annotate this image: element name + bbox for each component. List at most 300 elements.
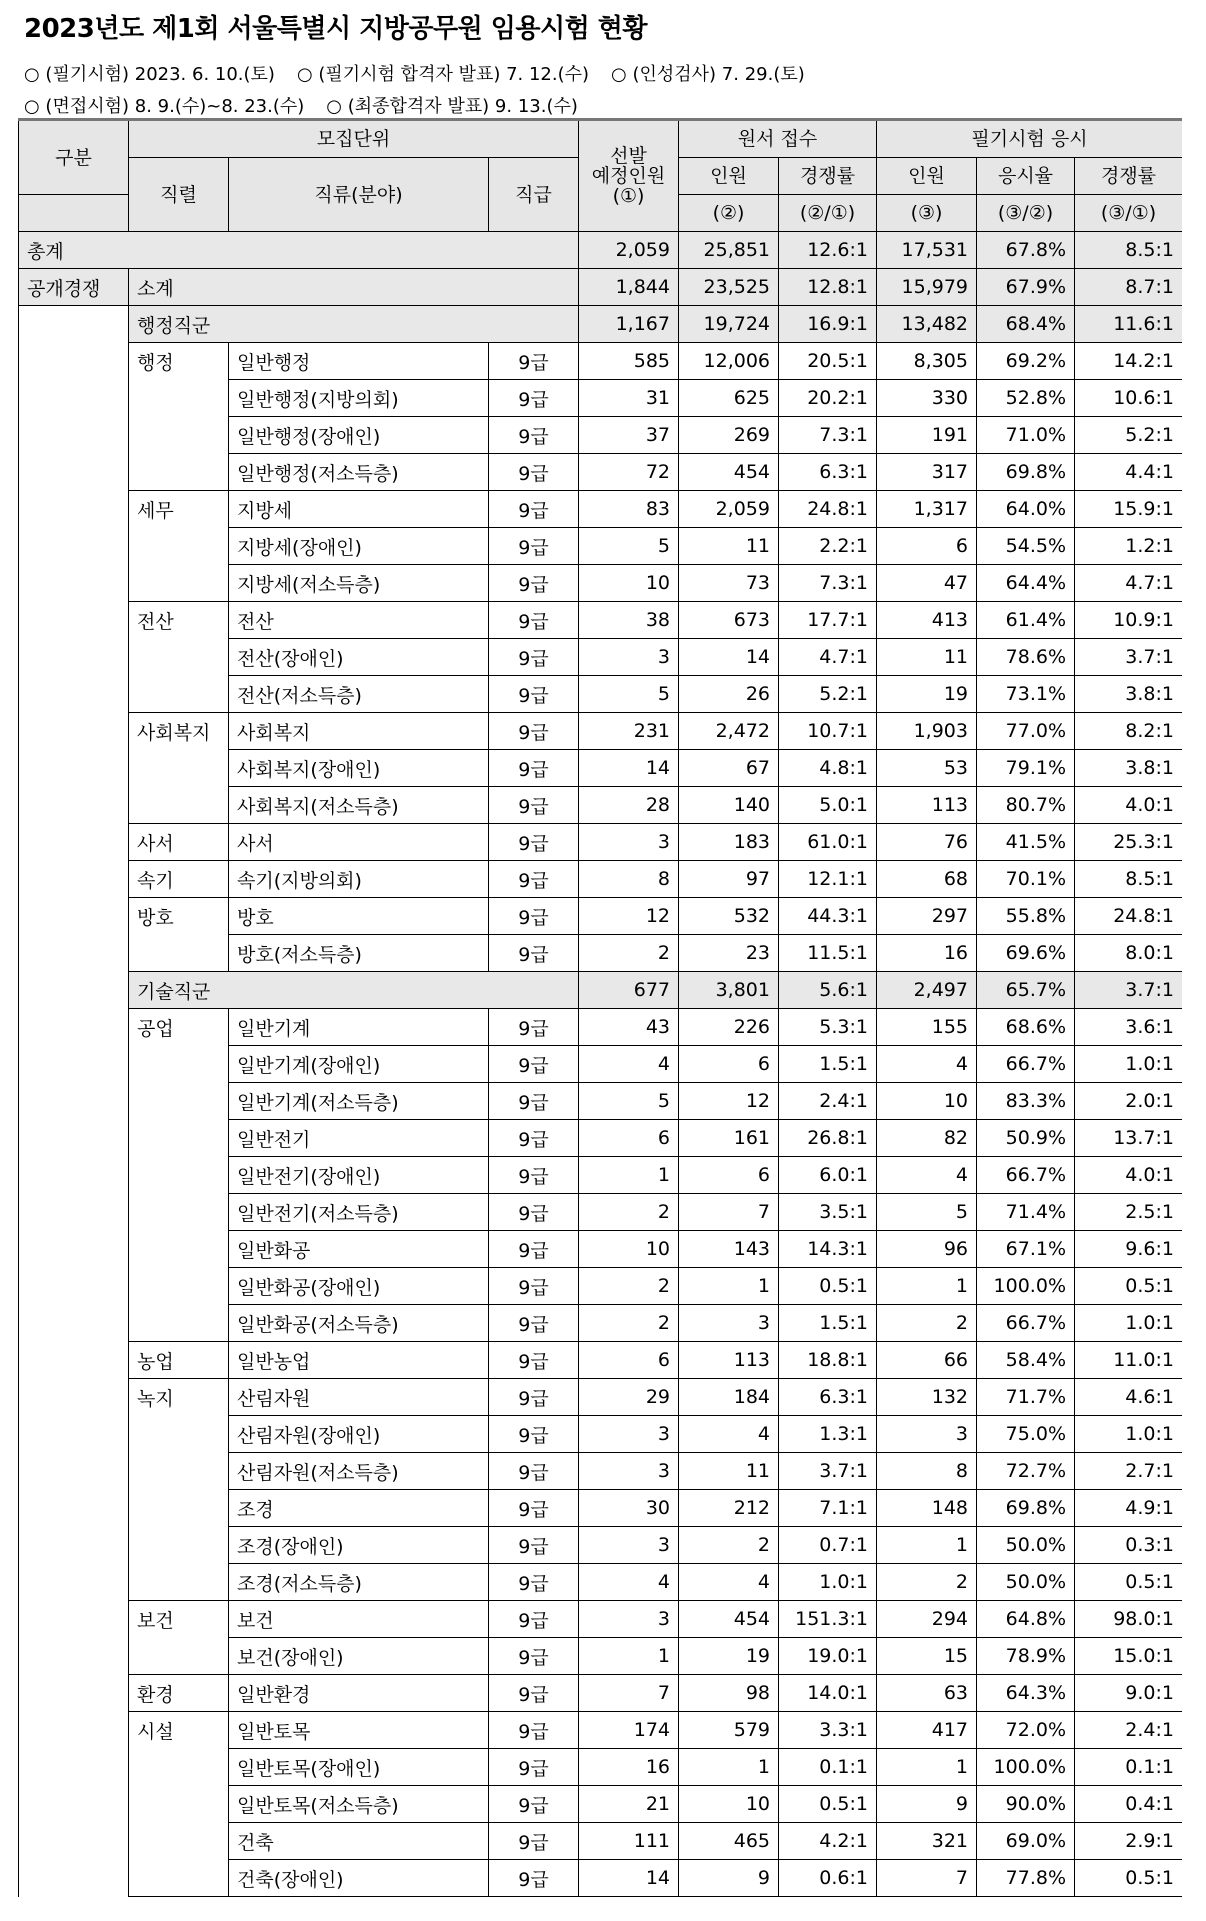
cell-take-ratio: 71.7%: [977, 1379, 1075, 1416]
field-name: 보건: [229, 1601, 489, 1638]
cell-app-rate: 5.0:1: [779, 787, 877, 824]
cell-app-rate: 16.9:1: [779, 306, 877, 343]
table-row: [19, 528, 1183, 565]
cell-take-ratio: 67.9%: [977, 269, 1075, 306]
cell-takers: 17,531: [877, 232, 977, 269]
category-blank-cell: [19, 861, 129, 898]
category-blank-cell: [19, 528, 129, 565]
cell-takers: 16: [877, 935, 977, 972]
field-name: 지방세(장애인): [229, 528, 489, 565]
cell-take-rate: 11.6:1: [1075, 306, 1183, 343]
grade: 9급: [489, 602, 579, 639]
cell-planned: 1: [579, 1157, 679, 1194]
header-pilgi-inwon-sub: (③): [877, 195, 977, 232]
cell-takers: 47: [877, 565, 977, 602]
cell-take-ratio: 69.6%: [977, 935, 1075, 972]
series-name: 전산: [129, 602, 229, 639]
table-body: [19, 232, 1183, 1897]
header-wonseo-inwon-sub: (②): [679, 195, 779, 232]
cell-takers: 317: [877, 454, 977, 491]
table-row: [19, 824, 1183, 861]
field-name: 일반전기(장애인): [229, 1157, 489, 1194]
cell-app-rate: 5.3:1: [779, 1009, 877, 1046]
series-name: [129, 750, 229, 787]
cell-planned: 3: [579, 824, 679, 861]
cell-app-rate: 12.1:1: [779, 861, 877, 898]
cell-take-ratio: 71.4%: [977, 1194, 1075, 1231]
cell-app-rate: 44.3:1: [779, 898, 877, 935]
category-blank-cell: [19, 1564, 129, 1601]
cell-takers: 19: [877, 676, 977, 713]
table-row: [19, 676, 1183, 713]
cell-take-ratio: 72.7%: [977, 1453, 1075, 1490]
cell-app-rate: 7.3:1: [779, 417, 877, 454]
category-blank-cell: [19, 1786, 129, 1823]
cell-take-rate: 3.8:1: [1075, 750, 1183, 787]
field-name: 일반화공: [229, 1231, 489, 1268]
cell-applicants: 23,525: [679, 269, 779, 306]
grade: 9급: [489, 565, 579, 602]
cell-planned: 14: [579, 750, 679, 787]
cell-take-ratio: 64.3%: [977, 1675, 1075, 1712]
header-gubun: 구분: [19, 120, 129, 195]
field-name: 속기(지방의회): [229, 861, 489, 898]
field-name: 보건(장애인): [229, 1638, 489, 1675]
cell-app-rate: 61.0:1: [779, 824, 877, 861]
category-blank-cell: [19, 1231, 129, 1268]
cell-takers: 1,903: [877, 713, 977, 750]
grade: 9급: [489, 787, 579, 824]
cell-planned: 2: [579, 1194, 679, 1231]
cell-planned: 1: [579, 1638, 679, 1675]
cell-planned: 28: [579, 787, 679, 824]
series-name: [129, 1564, 229, 1601]
field-name: 전산: [229, 602, 489, 639]
cell-takers: 4: [877, 1046, 977, 1083]
cell-take-rate: 4.9:1: [1075, 1490, 1183, 1527]
cell-takers: 13,482: [877, 306, 977, 343]
field-name: 산림자원: [229, 1379, 489, 1416]
cell-take-rate: 1.0:1: [1075, 1046, 1183, 1083]
header-wonseo-inwon: 인원: [679, 158, 779, 195]
grade: 9급: [489, 1453, 579, 1490]
field-name: 건축(장애인): [229, 1860, 489, 1897]
field-name: 조경(저소득층): [229, 1564, 489, 1601]
header-jikgeup: 직급: [489, 158, 579, 232]
category-blank-cell: [19, 1860, 129, 1897]
grade: 9급: [489, 1786, 579, 1823]
cell-app-rate: 3.5:1: [779, 1194, 877, 1231]
grade: 9급: [489, 1712, 579, 1749]
cell-take-ratio: 69.8%: [977, 454, 1075, 491]
cell-applicants: 4: [679, 1416, 779, 1453]
cell-take-ratio: 55.8%: [977, 898, 1075, 935]
table-row: [19, 861, 1183, 898]
grade: 9급: [489, 1268, 579, 1305]
cell-app-rate: 20.2:1: [779, 380, 877, 417]
table-row: [19, 750, 1183, 787]
series-name: 녹지: [129, 1379, 229, 1416]
cell-take-ratio: 73.1%: [977, 676, 1075, 713]
table-row: [19, 1379, 1183, 1416]
series-name: [129, 1157, 229, 1194]
cell-takers: 132: [877, 1379, 977, 1416]
cell-app-rate: 20.5:1: [779, 343, 877, 380]
grade: 9급: [489, 713, 579, 750]
cell-take-ratio: 77.0%: [977, 713, 1075, 750]
table-row: [19, 1268, 1183, 1305]
table-row: [19, 713, 1183, 750]
cell-applicants: 625: [679, 380, 779, 417]
cell-take-rate: 14.2:1: [1075, 343, 1183, 380]
table-row: [19, 639, 1183, 676]
cell-take-ratio: 70.1%: [977, 861, 1075, 898]
cell-takers: 3: [877, 1416, 977, 1453]
cell-applicants: 67: [679, 750, 779, 787]
cell-take-rate: 3.7:1: [1075, 639, 1183, 676]
category-blank-cell: [19, 1675, 129, 1712]
cell-app-rate: 1.3:1: [779, 1416, 877, 1453]
cell-applicants: 2,059: [679, 491, 779, 528]
series-name: 공업: [129, 1009, 229, 1046]
grade: 9급: [489, 1342, 579, 1379]
category-blank-cell: [19, 1305, 129, 1342]
cell-takers: 294: [877, 1601, 977, 1638]
series-name: 행정: [129, 343, 229, 380]
category-blank-cell: [19, 1823, 129, 1860]
cell-planned: 111: [579, 1823, 679, 1860]
subtotal-label2: 소계: [129, 269, 579, 306]
grade: 9급: [489, 1379, 579, 1416]
series-name: [129, 1527, 229, 1564]
cell-planned: 677: [579, 972, 679, 1009]
cell-planned: 3: [579, 639, 679, 676]
cell-planned: 38: [579, 602, 679, 639]
cell-take-rate: 8.5:1: [1075, 232, 1183, 269]
field-name: 사회복지: [229, 713, 489, 750]
cell-applicants: 19,724: [679, 306, 779, 343]
cell-takers: 8,305: [877, 343, 977, 380]
cell-app-rate: 14.0:1: [779, 1675, 877, 1712]
category-blank-cell: [19, 602, 129, 639]
subtotal-row: [19, 269, 1183, 306]
schedule-item: ○ (필기시험) 2023. 6. 10.(토): [24, 64, 275, 85]
header-planned: [579, 120, 679, 232]
cell-take-ratio: 80.7%: [977, 787, 1075, 824]
grade: 9급: [489, 1564, 579, 1601]
grade: 9급: [489, 1083, 579, 1120]
cell-take-rate: 13.7:1: [1075, 1120, 1183, 1157]
cell-take-rate: 1.2:1: [1075, 528, 1183, 565]
grade: 9급: [489, 1009, 579, 1046]
series-name: 사서: [129, 824, 229, 861]
cell-take-ratio: 50.0%: [977, 1564, 1075, 1601]
grade: 9급: [489, 417, 579, 454]
cell-take-ratio: 54.5%: [977, 528, 1075, 565]
series-name: 세무: [129, 491, 229, 528]
category-blank-cell: [19, 1268, 129, 1305]
cell-takers: 11: [877, 639, 977, 676]
cell-take-rate: 9.0:1: [1075, 1675, 1183, 1712]
grade: 9급: [489, 1416, 579, 1453]
grade: 9급: [489, 1490, 579, 1527]
header-planned-line: 선발: [610, 145, 647, 167]
grade: 9급: [489, 750, 579, 787]
cell-takers: 4: [877, 1157, 977, 1194]
series-name: [129, 1490, 229, 1527]
cell-planned: 231: [579, 713, 679, 750]
category-blank-cell: [19, 1120, 129, 1157]
grade: 9급: [489, 1675, 579, 1712]
category-blank-cell: [19, 1453, 129, 1490]
category-blank-cell: [19, 1638, 129, 1675]
field-name: 일반환경: [229, 1675, 489, 1712]
schedule-item: ○ (필기시험 합격자 발표) 7. 12.(수): [296, 64, 590, 85]
cell-take-rate: 4.0:1: [1075, 1157, 1183, 1194]
cell-applicants: 6: [679, 1046, 779, 1083]
header-jikryeol: 직렬: [129, 158, 229, 232]
field-name: 일반행정(저소득층): [229, 454, 489, 491]
cell-planned: 5: [579, 528, 679, 565]
table-row: [19, 602, 1183, 639]
cell-app-rate: 4.2:1: [779, 1823, 877, 1860]
grade: 9급: [489, 1157, 579, 1194]
cell-take-ratio: 90.0%: [977, 1786, 1075, 1823]
cell-applicants: 579: [679, 1712, 779, 1749]
series-name: [129, 787, 229, 824]
results-table: [18, 118, 1182, 1897]
cell-take-rate: 25.3:1: [1075, 824, 1183, 861]
cell-app-rate: 18.8:1: [779, 1342, 877, 1379]
cell-app-rate: 12.8:1: [779, 269, 877, 306]
series-name: 보건: [129, 1601, 229, 1638]
series-name: [129, 1453, 229, 1490]
cell-take-rate: 2.4:1: [1075, 1712, 1183, 1749]
cell-app-rate: 26.8:1: [779, 1120, 877, 1157]
series-name: [129, 1231, 229, 1268]
cell-planned: 6: [579, 1120, 679, 1157]
field-name: 일반농업: [229, 1342, 489, 1379]
series-name: [129, 1194, 229, 1231]
cell-take-ratio: 64.8%: [977, 1601, 1075, 1638]
category-blank-cell: [19, 1046, 129, 1083]
table-row: [19, 1009, 1183, 1046]
field-name: 일반전기: [229, 1120, 489, 1157]
series-name: [129, 528, 229, 565]
series-name: [129, 454, 229, 491]
table-row: [19, 1564, 1183, 1601]
schedule-line-2: [24, 92, 600, 118]
grade: 9급: [489, 380, 579, 417]
cell-applicants: 12: [679, 1083, 779, 1120]
cell-applicants: 183: [679, 824, 779, 861]
series-name: [129, 1749, 229, 1786]
series-name: [129, 1268, 229, 1305]
cell-take-ratio: 66.7%: [977, 1305, 1075, 1342]
cell-app-rate: 0.6:1: [779, 1860, 877, 1897]
cell-planned: 3: [579, 1416, 679, 1453]
grade: 9급: [489, 1749, 579, 1786]
cell-applicants: 14: [679, 639, 779, 676]
field-name: 방호(저소득층): [229, 935, 489, 972]
cell-take-ratio: 71.0%: [977, 417, 1075, 454]
series-name: [129, 1786, 229, 1823]
cell-take-rate: 9.6:1: [1075, 1231, 1183, 1268]
cell-takers: 113: [877, 787, 977, 824]
series-name: [129, 1305, 229, 1342]
series-name: 속기: [129, 861, 229, 898]
subtotal-label: 공개경쟁: [19, 269, 129, 306]
cell-takers: 5: [877, 1194, 977, 1231]
cell-takers: 1: [877, 1749, 977, 1786]
cell-applicants: 19: [679, 1638, 779, 1675]
cell-applicants: 9: [679, 1860, 779, 1897]
grade: 9급: [489, 1046, 579, 1083]
cell-takers: 191: [877, 417, 977, 454]
header-mojip: 모집단위: [129, 120, 579, 158]
cell-applicants: 11: [679, 528, 779, 565]
cell-app-rate: 6.3:1: [779, 454, 877, 491]
cell-planned: 8: [579, 861, 679, 898]
category-blank-cell: [19, 1342, 129, 1379]
cell-planned: 174: [579, 1712, 679, 1749]
schedule-item: ○ (면접시험) 8. 9.(수)~8. 23.(수): [24, 96, 305, 117]
cell-app-rate: 0.5:1: [779, 1268, 877, 1305]
cell-take-rate: 0.5:1: [1075, 1860, 1183, 1897]
schedule-item: ○ (최종합격자 발표) 9. 13.(수): [326, 96, 578, 117]
group-name: 행정직군: [129, 306, 579, 343]
grade: 9급: [489, 1601, 579, 1638]
grade: 9급: [489, 1638, 579, 1675]
cell-applicants: 161: [679, 1120, 779, 1157]
cell-take-rate: 0.5:1: [1075, 1268, 1183, 1305]
table-row: [19, 1749, 1183, 1786]
table-row: [19, 1786, 1183, 1823]
series-name: [129, 565, 229, 602]
series-name: 환경: [129, 1675, 229, 1712]
cell-app-rate: 12.6:1: [779, 232, 877, 269]
cell-applicants: 269: [679, 417, 779, 454]
cell-take-rate: 3.7:1: [1075, 972, 1183, 1009]
cell-take-rate: 0.1:1: [1075, 1749, 1183, 1786]
cell-takers: 1: [877, 1268, 977, 1305]
cell-planned: 12: [579, 898, 679, 935]
series-name: [129, 1046, 229, 1083]
cell-takers: 6: [877, 528, 977, 565]
cell-take-rate: 15.9:1: [1075, 491, 1183, 528]
series-name: [129, 1120, 229, 1157]
table-row: [19, 1638, 1183, 1675]
field-name: 일반기계(저소득층): [229, 1083, 489, 1120]
table-row: [19, 1712, 1183, 1749]
cell-takers: 66: [877, 1342, 977, 1379]
cell-take-rate: 15.0:1: [1075, 1638, 1183, 1675]
cell-planned: 43: [579, 1009, 679, 1046]
cell-planned: 37: [579, 417, 679, 454]
cell-app-rate: 151.3:1: [779, 1601, 877, 1638]
grade: 9급: [489, 1231, 579, 1268]
cell-app-rate: 5.6:1: [779, 972, 877, 1009]
header-wonseo-rate: 경쟁률: [779, 158, 877, 195]
cell-app-rate: 6.0:1: [779, 1157, 877, 1194]
cell-planned: 1,167: [579, 306, 679, 343]
cell-takers: 82: [877, 1120, 977, 1157]
cell-app-rate: 17.7:1: [779, 602, 877, 639]
cell-take-ratio: 52.8%: [977, 380, 1075, 417]
cell-planned: 30: [579, 1490, 679, 1527]
cell-app-rate: 7.1:1: [779, 1490, 877, 1527]
cell-take-rate: 2.5:1: [1075, 1194, 1183, 1231]
cell-app-rate: 1.5:1: [779, 1046, 877, 1083]
cell-takers: 413: [877, 602, 977, 639]
header-gubun-blank: [19, 195, 129, 232]
cell-take-ratio: 67.8%: [977, 232, 1075, 269]
cell-app-rate: 10.7:1: [779, 713, 877, 750]
cell-app-rate: 4.8:1: [779, 750, 877, 787]
cell-takers: 15: [877, 1638, 977, 1675]
cell-applicants: 97: [679, 861, 779, 898]
field-name: 전산(장애인): [229, 639, 489, 676]
cell-app-rate: 3.7:1: [779, 1453, 877, 1490]
header-pilgi-ratio-sub: (③/②): [977, 195, 1075, 232]
cell-applicants: 184: [679, 1379, 779, 1416]
grade: 9급: [489, 454, 579, 491]
cell-app-rate: 14.3:1: [779, 1231, 877, 1268]
category-blank-cell: [19, 1157, 129, 1194]
grade: 9급: [489, 1194, 579, 1231]
cell-takers: 15,979: [877, 269, 977, 306]
field-name: 사회복지(저소득층): [229, 787, 489, 824]
cell-take-ratio: 64.4%: [977, 565, 1075, 602]
table-row: [19, 565, 1183, 602]
cell-takers: 76: [877, 824, 977, 861]
cell-take-ratio: 69.8%: [977, 1490, 1075, 1527]
cell-take-ratio: 68.4%: [977, 306, 1075, 343]
series-name: 시설: [129, 1712, 229, 1749]
cell-planned: 585: [579, 343, 679, 380]
cell-take-rate: 8.2:1: [1075, 713, 1183, 750]
cell-take-ratio: 64.0%: [977, 491, 1075, 528]
cell-takers: 68: [877, 861, 977, 898]
table-row: [19, 1342, 1183, 1379]
cell-takers: 96: [877, 1231, 977, 1268]
category-blank-cell: [19, 824, 129, 861]
schedule-item: ○ (인성검사) 7. 29.(토): [611, 64, 805, 85]
series-name: [129, 935, 229, 972]
table-row: [19, 1823, 1183, 1860]
cell-applicants: 12,006: [679, 343, 779, 380]
cell-applicants: 26: [679, 676, 779, 713]
cell-planned: 16: [579, 1749, 679, 1786]
cell-takers: 1: [877, 1527, 977, 1564]
cell-take-ratio: 78.9%: [977, 1638, 1075, 1675]
table-row: [19, 417, 1183, 454]
category-blank-cell: [19, 898, 129, 935]
grade: 9급: [489, 861, 579, 898]
cell-planned: 4: [579, 1046, 679, 1083]
cell-take-rate: 3.6:1: [1075, 1009, 1183, 1046]
cell-app-rate: 1.0:1: [779, 1564, 877, 1601]
field-name: 사서: [229, 824, 489, 861]
cell-planned: 5: [579, 1083, 679, 1120]
cell-applicants: 143: [679, 1231, 779, 1268]
grade: 9급: [489, 1305, 579, 1342]
cell-planned: 2: [579, 1268, 679, 1305]
cell-applicants: 454: [679, 454, 779, 491]
category-blank-cell: [19, 639, 129, 676]
table-row: [19, 1675, 1183, 1712]
cell-planned: 2,059: [579, 232, 679, 269]
